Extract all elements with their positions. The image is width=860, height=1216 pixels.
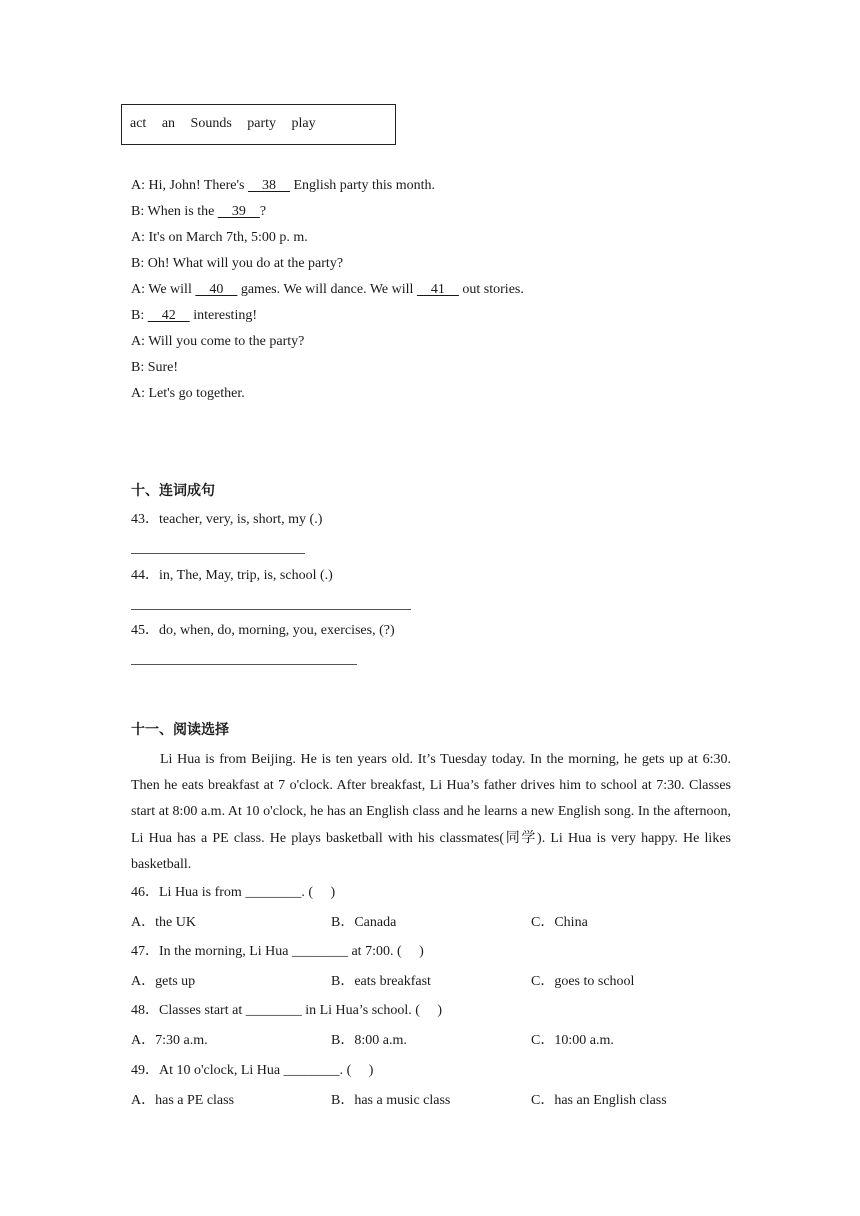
dialogue-text: A: Hi, John! There's [131,178,248,193]
dialogue-text: interesting! [189,308,257,323]
dialogue-line [131,254,343,274]
dialogue-text: B: Sure! [131,360,179,375]
dialogue-text: B: [131,308,148,323]
word-bank-item: act [130,116,147,131]
option-c[interactable]: C．10:00 a.m. [531,1033,614,1048]
dialogue-text: A: It's on March 7th, 5:00 p. m. [131,230,308,245]
option-a[interactable]: A．has a PE class [131,1093,235,1108]
reading-passage: Li Hua is from Beijing. He is ten years old. It’s Tuesday today. In the morning, he gets up at 6:30. Then he eats breakfast at 7 o'clock. After breakfast, Li Hua’s father drives him to school at 7:30. Classes start at 8:00 a.m. At 10 o'clock, he has an English class and he learns a new English song. In the afternoon, Li Hua has a PE class. He plays basketball with his classmates(同学). Li Hua is very happy. He likes basketball. [131,752,731,872]
dialogue-line [131,228,308,248]
dialogue-line [131,280,524,300]
option-a[interactable]: A．gets up [131,974,196,989]
word-bank-item: an [161,116,176,131]
dialogue-line [131,358,178,378]
question-48: 48．Classes start at ________ in Li Hua’s school. ( ) [131,1003,443,1018]
answer-line[interactable] [131,609,411,610]
blank-41: 41 [416,282,459,297]
dialogue-text: out stories. [458,282,524,297]
dialogue-text: games. We will dance. We will [237,282,417,297]
section-title: 十、连词成句 [131,483,215,499]
dialogue-line [131,306,257,326]
question-44: 44．in, The, May, trip, is, school (.) [131,568,333,583]
dialogue-text: A: We will [131,282,196,297]
option-b[interactable]: B．8:00 a.m. [331,1033,407,1048]
option-c[interactable]: C．China [531,915,588,930]
option-b[interactable]: B．Canada [331,915,397,930]
word-bank-item: Sounds [190,116,232,131]
dialogue-line [131,176,435,196]
blank-39: 39 [217,204,260,219]
dialogue-text: A: Will you come to the party? [131,334,305,349]
dialogue-text: B: Oh! What will you do at the party? [131,256,344,271]
option-a[interactable]: A．the UK [131,915,196,930]
blank-40: 40 [195,282,238,297]
question-43: 43．teacher, very, is, short, my (.) [131,512,323,527]
dialogue-text: English party this month. [289,178,436,193]
section-title: 十一、阅读选择 [131,722,229,738]
dialogue-text: A: Let's go together. [131,386,245,401]
question-49: 49．At 10 o'clock, Li Hua ________. ( ) [131,1063,374,1078]
option-b[interactable]: B．eats breakfast [331,974,431,989]
blank-42: 42 [147,308,190,323]
option-c[interactable]: C．goes to school [531,974,635,989]
word-bank-item: play [291,116,316,131]
blank-38: 38 [247,178,290,193]
question-47: 47．In the morning, Li Hua ________ at 7:00. ( ) [131,944,424,959]
dialogue-text: ? [259,204,267,219]
dialogue-line [131,384,245,404]
option-a[interactable]: A．7:30 a.m. [131,1033,208,1048]
word-bank-box [121,104,396,145]
answer-line[interactable] [131,664,357,665]
dialogue-line [131,202,266,222]
option-b[interactable]: B．has a music class [331,1093,451,1108]
option-c[interactable]: C．has an English class [531,1093,667,1108]
answer-line[interactable] [131,553,305,554]
question-45: 45．do, when, do, morning, you, exercises, (?) [131,623,395,638]
question-46: 46．Li Hua is from ________. ( ) [131,885,336,900]
dialogue-text: B: When is the [131,204,218,219]
dialogue-line [131,332,304,352]
word-bank-item: party [247,116,277,131]
